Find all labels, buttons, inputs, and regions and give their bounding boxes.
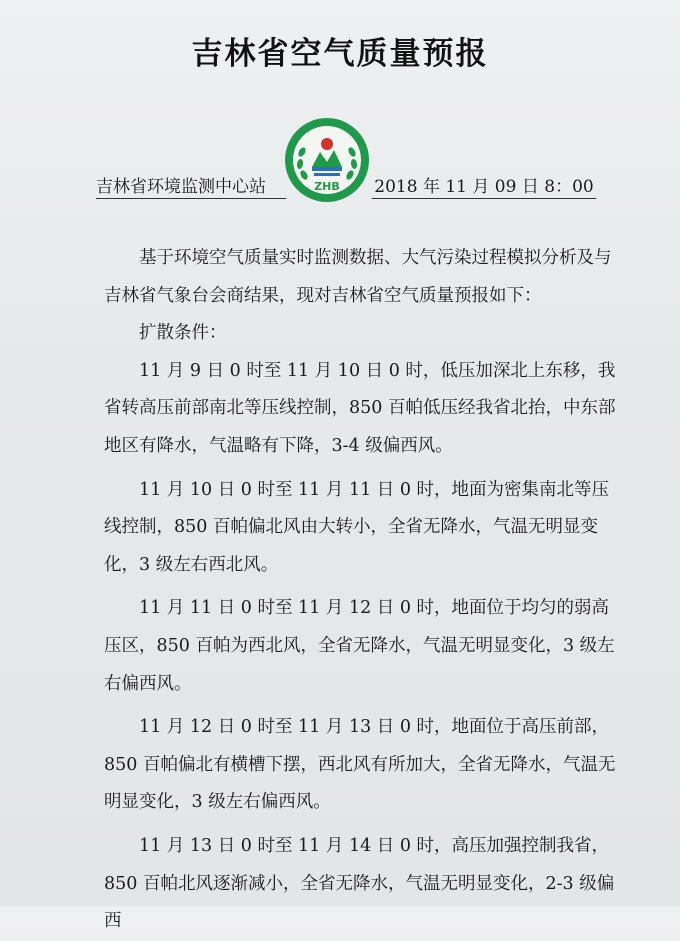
section-label: 扩散条件： [139, 323, 227, 344]
logo-text: ZHB [314, 180, 340, 193]
period-paragraph: 11 月 10 日 0 时至 11 月 11 日 0 时，地面为密集南北等压线控制，850 百帕偏北风由大转小，全省无降水，气温无明显变化，3 级左右西北风。 [104, 479, 610, 575]
period-paragraph: 11 月 9 日 0 时至 11 月 10 日 0 时，低压加深北上东移，我省转高压前部南北等压线控制，850 百帕低压经我省北抬，中东部地区有降水，气温略有下降，3-4 级偏西风。 [104, 360, 616, 456]
forecast-datetime: 2018 年 11 月 09 日 8：00 [372, 172, 596, 199]
document-header [96, 172, 596, 198]
station-name: 吉林省环境监测中心站 [96, 172, 286, 199]
document-title: 吉林省空气质量预报 [191, 36, 489, 72]
intro-paragraph: 基于环境空气质量实时监测数据、大气污染过程模拟分析及与吉林省气象台会商结果，现对吉林省空气质量预报如下： [104, 248, 612, 306]
period-paragraph: 11 月 13 日 0 时至 11 月 14 日 0 时，高压加强控制我省，850 百帕北风逐渐减小，全省无降水，气温无明显变化，2-3 级偏西 [104, 835, 615, 932]
document-body [104, 240, 624, 941]
period-paragraph: 11 月 11 日 0 时至 11 月 12 日 0 时，地面位于均匀的弱高压区，850 百帕为西北风，全省无降水，气温无明显变化，3 级左右偏西风。 [104, 598, 615, 694]
period-paragraph: 11 月 12 日 0 时至 11 月 13 日 0 时，地面位于高压前部，850 百帕偏北有横槽下摆，西北风有所加大，全省无降水，气温无明显变化，3 级左右偏西风。 [104, 717, 616, 813]
